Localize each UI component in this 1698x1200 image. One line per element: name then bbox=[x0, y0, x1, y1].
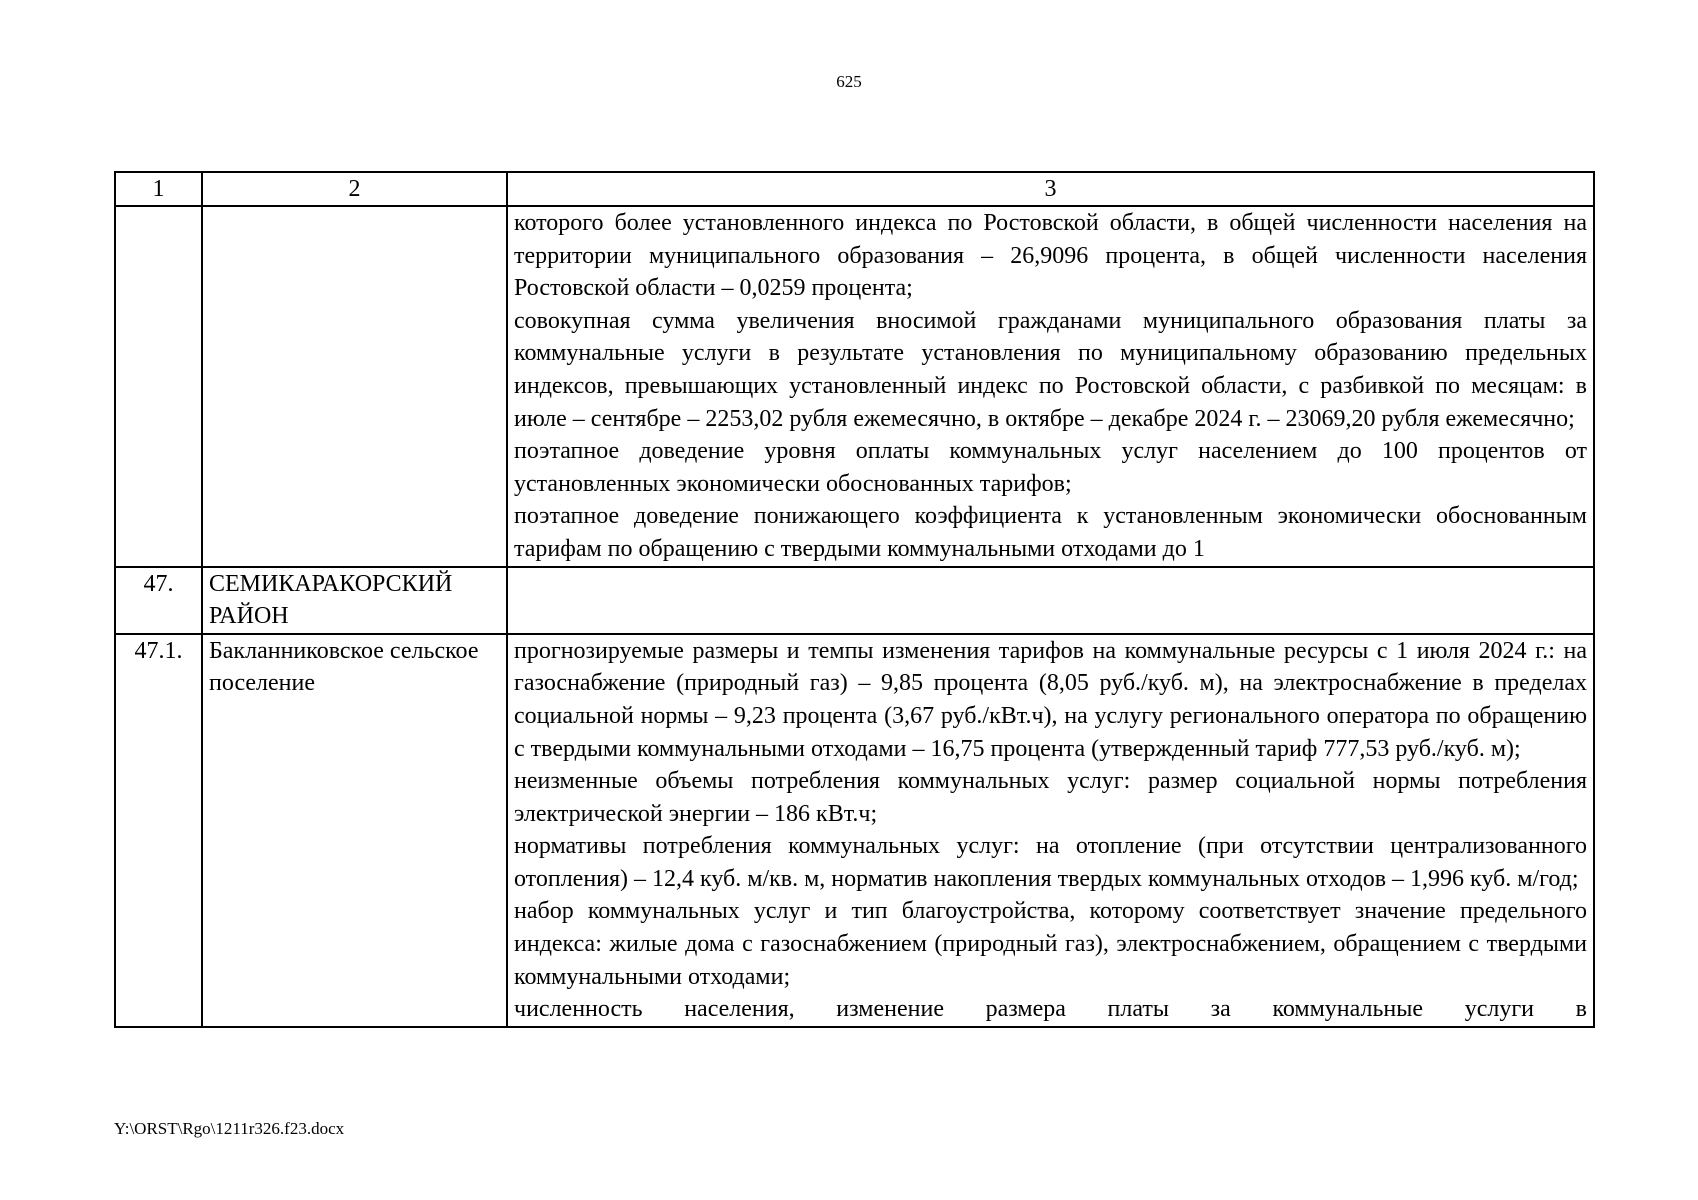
table-row bbox=[115, 634, 1594, 1027]
row-number-cell: 47. bbox=[115, 567, 202, 634]
content-paragraph: поэтапное доведение уровня оплаты коммунальных услуг населением до 100 процентов от установленных экономически обоснованных тарифов; bbox=[514, 438, 1587, 497]
content-paragraph: совокупная сумма увеличения вносимой гражданами муниципального образования платы за коммунальные услуги в результате установления по муниципальному образованию предельных индексов, превышающих установленный индекс по Ростовской области, с разбивкой по месяцам: в июле – сентябре – 2253,02 рубля ежемесячно, в октябре – декабре 2024 г. – 23069,20 рубля ежемесячно; bbox=[514, 307, 1587, 432]
content-paragraph: неизменные объемы потребления коммунальных услуг: размер социальной нормы потребления электрической энергии – 186 кВт.ч; bbox=[514, 768, 1587, 827]
row-content-cell bbox=[507, 634, 1594, 1027]
page-number: 625 bbox=[836, 72, 862, 91]
content-paragraph: нормативы потребления коммунальных услуг: на отопление (при отсутствии централизованного отопления) – 12,4 куб. м/кв. м, норматив накопления твердых коммунальных отходов – 1,996 куб. м/год; bbox=[514, 833, 1587, 892]
table-row bbox=[115, 567, 1594, 634]
settlement-name-cell: Бакланниковское сельское поселение bbox=[202, 634, 507, 1027]
content-paragraph: которого более установленного индекса по Ростовской области, в общей численности населения на территории муниципального образования – 26,9096 процента, в общей численности населения Ростовской области – 0,0259 процента; bbox=[514, 210, 1587, 302]
tariff-table bbox=[114, 171, 1595, 1028]
content-paragraph: численность населения, изменение размера платы за коммунальные услуги в bbox=[514, 996, 1587, 1023]
row-name-cell bbox=[202, 206, 507, 567]
column-header-3: 3 bbox=[507, 172, 1594, 206]
row-number-cell: 47.1. bbox=[115, 634, 202, 1027]
table-row bbox=[115, 206, 1594, 567]
table-header-row bbox=[115, 172, 1594, 206]
content-paragraph: набор коммунальных услуг и тип благоустройства, которому соответствует значение предельного индекса: жилые дома с газоснабжением (природный газ), электроснабжением, обращением с твердыми коммунальными отходами; bbox=[514, 898, 1587, 990]
content-paragraph: прогнозируемые размеры и темпы изменения тарифов на коммунальные ресурсы с 1 июля 2024 г.: на газоснабжение (природный газ) – 9,85 процента (8,05 руб./куб. м), на электроснабжение в пределах социальной нормы – 9,23 процента (3,67 руб./кВт.ч), на услугу регионального оператора по обращению с твердыми коммунальными отходами – 16,75 процента (утвержденный тариф 777,53 руб./куб. м); bbox=[514, 637, 1587, 762]
row-content-cell bbox=[507, 567, 1594, 634]
row-number-cell bbox=[115, 206, 202, 567]
column-header-1: 1 bbox=[115, 172, 202, 206]
district-name-cell: СЕМИКАРАКОРСКИЙ РАЙОН bbox=[202, 567, 507, 634]
document-file-path: Y:\ORST\Rgo\1211r326.f23.docx bbox=[114, 1119, 345, 1138]
column-header-2: 2 bbox=[202, 172, 507, 206]
row-content-cell bbox=[507, 206, 1594, 567]
content-paragraph: поэтапное доведение понижающего коэффициента к установленным экономически обоснованным тарифам по обращению с твердыми коммунальными отходами до 1 bbox=[514, 503, 1587, 562]
